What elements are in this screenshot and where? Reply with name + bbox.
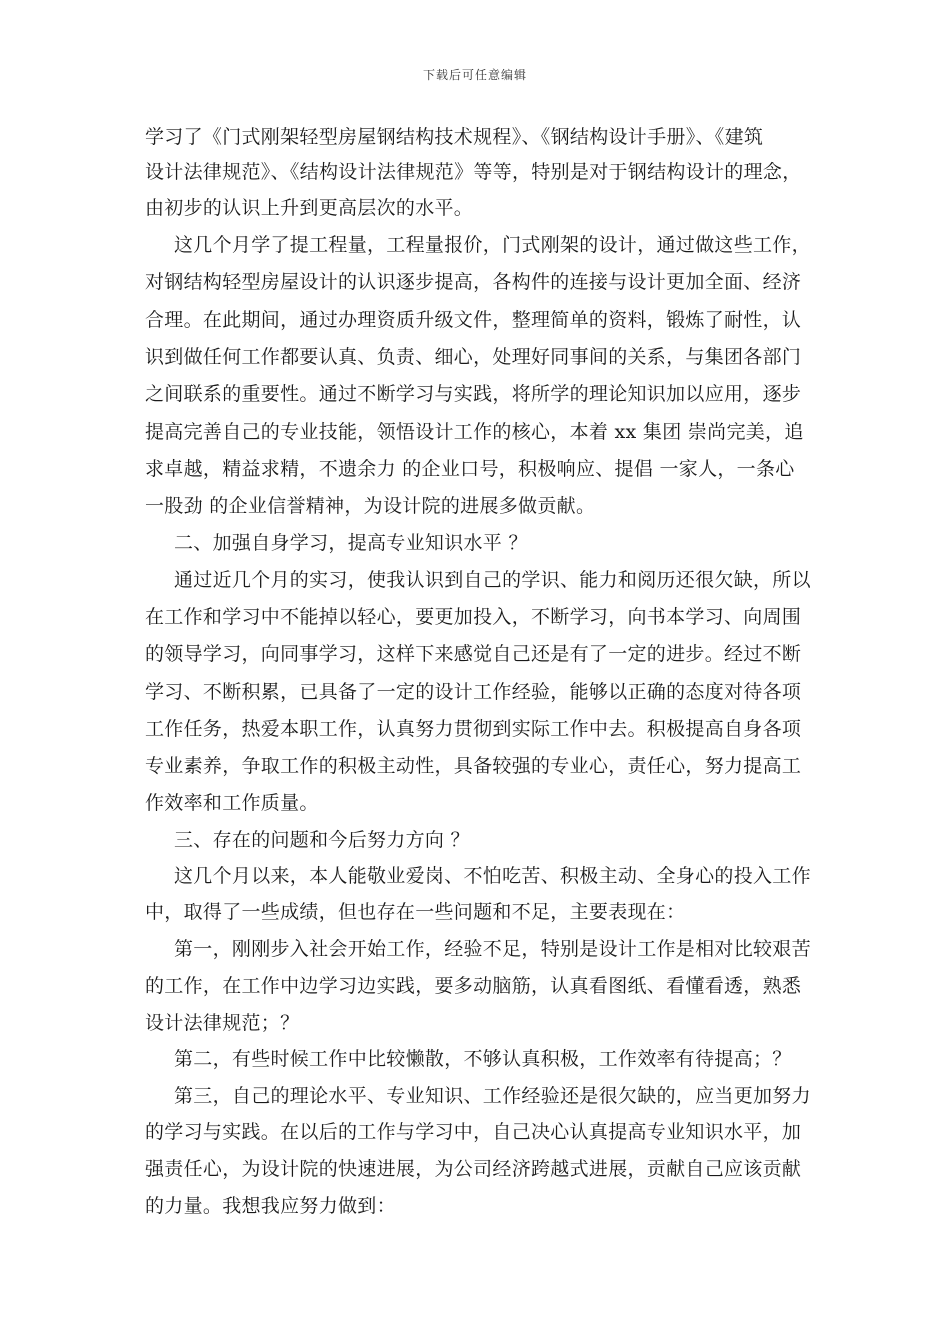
text-line: 强责任心，为设计院的快速进展，为公司经济跨越式进展，贡献自己应该贡献	[145, 1158, 802, 1180]
text-line: 的力量。我想我应努力做到：	[145, 1195, 396, 1217]
paragraph-first-line: 这几个月以来，本人能敬业爱岗、不怕吃苦、积极主动、全身心的投入工作	[174, 865, 811, 887]
text-line: 对钢结构轻型房屋设计的认识逐步提高，各构件的连接与设计更加全面、经济	[145, 271, 802, 293]
section-heading: 三、存在的问题和今后努力方向 ？	[174, 829, 470, 851]
text-line: 提高完善自己的专业技能，领悟设计工作的核心，本着 xx 集团 崇尚完美，追	[145, 421, 804, 443]
text-line: 之间联系的重要性。通过不断学习与实践，将所学的理论知识加以应用，逐步	[145, 383, 802, 405]
text-line: 的工作，在工作中边学习边实践，要多动脑筋，认真看图纸、看懂看透，熟悉	[145, 975, 802, 997]
text-line: 作效率和工作质量。	[145, 792, 319, 814]
section-heading: 二、加强自身学习，提高专业知识水平 ？	[174, 532, 528, 554]
paragraph-first-line: 第三，自己的理论水平、专业知识、工作经验还是很欠缺的，应当更加努力	[174, 1085, 811, 1107]
text-line: 设计法律规范》、《结构设计法律规范》等等，特别是对于钢结构设计的理念，	[145, 161, 802, 183]
text-line: 合理。在此期间，通过办理资质升级文件，整理简单的资料，锻炼了耐性，认	[145, 309, 802, 331]
text-line: 学习、不断积累，已具备了一定的设计工作经验，能够以正确的态度对待各项	[145, 681, 802, 703]
text-line: 在工作和学习中不能掉以轻心，要更加投入，不断学习，向书本学习、向周围	[145, 606, 802, 628]
paragraph-first-line: 第一，刚刚步入社会开始工作，经验不足，特别是设计工作是相对比较艰苦	[174, 938, 811, 960]
text-line: 中，取得了一些成绩，但也存在一些问题和不足，主要表现在：	[145, 901, 686, 923]
text-line: 设计法律规范；？	[145, 1012, 300, 1034]
text-line: 的领导学习，向同事学习，这样下来感觉自己还是有了一定的进步。经过不断	[145, 643, 802, 665]
text-line: 一股劲 的企业信誉精神，为设计院的进展多做贡献。	[145, 495, 596, 517]
paragraph-first-line: 通过近几个月的实习，使我认识到自己的学识、能力和阅历还很欠缺，所以	[174, 569, 811, 591]
text-line: 由初步的认识上升到更高层次的水平。	[145, 197, 474, 219]
text-line: 求卓越，精益求精，不遗余力 的企业口号，积极响应、提倡 一家人，一条心	[145, 458, 795, 480]
text-line: 工作任务，热爱本职工作，认真努力贯彻到实际工作中去。积极提高自身各项	[145, 718, 802, 740]
page-header: 下载后可任意编辑	[422, 68, 527, 82]
text-line: 的学习与实践。在以后的工作与学习中，自己决心认真提高专业知识水平，加	[145, 1121, 802, 1143]
paragraph-first-line: 第二，有些时候工作中比较懒散，不够认真积极，工作效率有待提高；？	[174, 1048, 792, 1070]
text-line: 专业素养，争取工作的积极主动性，具备较强的专业心，责任心，努力提高工	[145, 755, 802, 777]
text-line: 学习了《门式刚架轻型房屋钢结构技术规程》、《钢结构设计手册》、《建筑	[145, 126, 764, 148]
text-line: 识到做任何工作都要认真、负责、细心，处理好同事间的关系，与集团各部门	[145, 346, 802, 368]
paragraph-first-line: 这几个月学了提工程量，工程量报价，门式刚架的设计，通过做这些工作，	[174, 234, 811, 256]
